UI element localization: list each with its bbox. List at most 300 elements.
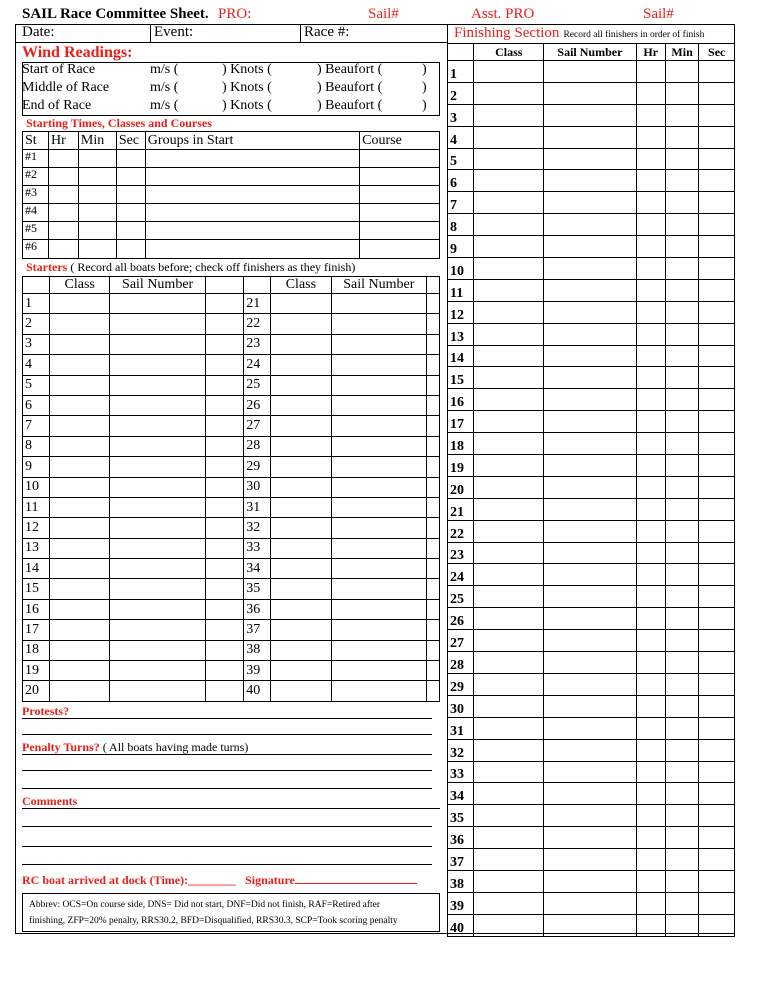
starter-sail-cell[interactable]: [110, 477, 205, 497]
starting-cell[interactable]: [116, 186, 145, 204]
starter-class-cell[interactable]: [49, 375, 110, 395]
finishing-cell[interactable]: [636, 323, 665, 345]
finishing-cell[interactable]: [544, 104, 636, 126]
finishing-cell[interactable]: [665, 323, 699, 345]
starter-spacer-cell[interactable]: [205, 599, 243, 619]
finishing-cell[interactable]: [474, 849, 544, 871]
finishing-cell[interactable]: [544, 301, 636, 323]
starter-class-cell[interactable]: [271, 579, 332, 599]
finishing-cell[interactable]: [636, 717, 665, 739]
finishing-cell[interactable]: [699, 717, 735, 739]
starter-sail-cell[interactable]: [331, 477, 426, 497]
finishing-cell[interactable]: [699, 279, 735, 301]
finishing-cell[interactable]: [544, 717, 636, 739]
starting-cell[interactable]: [360, 150, 440, 168]
starter-class-cell[interactable]: [271, 661, 332, 681]
starter-sail-cell[interactable]: [110, 661, 205, 681]
starter-class-cell[interactable]: [271, 681, 332, 701]
finishing-cell[interactable]: [665, 367, 699, 389]
finishing-cell[interactable]: [699, 849, 735, 871]
starter-spacer-cell[interactable]: [205, 436, 243, 456]
finishing-cell[interactable]: [699, 214, 735, 236]
finishing-cell[interactable]: [699, 586, 735, 608]
starting-cell[interactable]: [145, 204, 359, 222]
finishing-cell[interactable]: [699, 652, 735, 674]
starter-sail-cell[interactable]: [331, 375, 426, 395]
finishing-cell[interactable]: [699, 411, 735, 433]
finishing-cell[interactable]: [474, 630, 544, 652]
starter-class-cell[interactable]: [49, 599, 110, 619]
starter-sail-cell[interactable]: [331, 395, 426, 415]
finishing-cell[interactable]: [474, 61, 544, 83]
finishing-cell[interactable]: [636, 433, 665, 455]
starting-cell[interactable]: [78, 186, 116, 204]
finishing-cell[interactable]: [699, 498, 735, 520]
starter-class-cell[interactable]: [49, 294, 110, 314]
finishing-cell[interactable]: [636, 520, 665, 542]
finishing-cell[interactable]: [665, 258, 699, 280]
finishing-cell[interactable]: [699, 608, 735, 630]
starter-class-cell[interactable]: [271, 518, 332, 538]
starter-spacer-cell[interactable]: [205, 375, 243, 395]
starter-end-cell[interactable]: [427, 661, 440, 681]
starter-class-cell[interactable]: [49, 661, 110, 681]
finishing-cell[interactable]: [636, 104, 665, 126]
starter-end-cell[interactable]: [427, 416, 440, 436]
starter-end-cell[interactable]: [427, 518, 440, 538]
finishing-cell[interactable]: [544, 586, 636, 608]
finishing-cell[interactable]: [636, 761, 665, 783]
finishing-cell[interactable]: [636, 870, 665, 892]
starter-sail-cell[interactable]: [110, 314, 205, 334]
finishing-cell[interactable]: [474, 761, 544, 783]
finishing-cell[interactable]: [636, 170, 665, 192]
finishing-cell[interactable]: [636, 564, 665, 586]
finishing-cell[interactable]: [665, 827, 699, 849]
starter-spacer-cell[interactable]: [205, 620, 243, 640]
finishing-cell[interactable]: [665, 520, 699, 542]
finishing-cell[interactable]: [665, 564, 699, 586]
finishing-cell[interactable]: [699, 301, 735, 323]
finishing-cell[interactable]: [544, 345, 636, 367]
finishing-cell[interactable]: [699, 630, 735, 652]
finishing-cell[interactable]: [544, 455, 636, 477]
finishing-cell[interactable]: [665, 739, 699, 761]
finishing-cell[interactable]: [665, 717, 699, 739]
finishing-cell[interactable]: [699, 345, 735, 367]
finishing-cell[interactable]: [699, 892, 735, 914]
starter-sail-cell[interactable]: [331, 599, 426, 619]
finishing-cell[interactable]: [474, 345, 544, 367]
starter-spacer-cell[interactable]: [205, 681, 243, 701]
starting-cell[interactable]: [78, 222, 116, 240]
finishing-cell[interactable]: [636, 498, 665, 520]
finishing-cell[interactable]: [474, 258, 544, 280]
finishing-cell[interactable]: [544, 389, 636, 411]
finishing-cell[interactable]: [474, 586, 544, 608]
starting-cell[interactable]: [48, 186, 78, 204]
finishing-cell[interactable]: [544, 652, 636, 674]
finishing-cell[interactable]: [474, 411, 544, 433]
finishing-cell[interactable]: [636, 345, 665, 367]
finishing-cell[interactable]: [665, 192, 699, 214]
finishing-cell[interactable]: [474, 783, 544, 805]
finishing-cell[interactable]: [636, 258, 665, 280]
finishing-cell[interactable]: [636, 236, 665, 258]
finishing-cell[interactable]: [544, 236, 636, 258]
finishing-cell[interactable]: [474, 542, 544, 564]
finishing-cell[interactable]: [665, 236, 699, 258]
starting-cell[interactable]: [48, 204, 78, 222]
finishing-cell[interactable]: [636, 892, 665, 914]
starter-class-cell[interactable]: [49, 477, 110, 497]
finishing-cell[interactable]: [665, 476, 699, 498]
finishing-cell[interactable]: [665, 82, 699, 104]
starter-class-cell[interactable]: [49, 681, 110, 701]
starter-sail-cell[interactable]: [331, 640, 426, 660]
finishing-cell[interactable]: [636, 849, 665, 871]
finishing-cell[interactable]: [665, 586, 699, 608]
finishing-cell[interactable]: [665, 345, 699, 367]
starter-spacer-cell[interactable]: [205, 334, 243, 354]
starter-class-cell[interactable]: [271, 395, 332, 415]
finishing-cell[interactable]: [474, 892, 544, 914]
starting-cell[interactable]: [116, 168, 145, 186]
finishing-cell[interactable]: [544, 739, 636, 761]
finishing-cell[interactable]: [544, 148, 636, 170]
starter-class-cell[interactable]: [49, 640, 110, 660]
starter-spacer-cell[interactable]: [205, 640, 243, 660]
starting-cell[interactable]: [360, 240, 440, 258]
starter-class-cell[interactable]: [271, 436, 332, 456]
starter-class-cell[interactable]: [271, 294, 332, 314]
finishing-cell[interactable]: [699, 783, 735, 805]
finishing-cell[interactable]: [665, 892, 699, 914]
finishing-cell[interactable]: [665, 148, 699, 170]
starter-spacer-cell[interactable]: [205, 457, 243, 477]
starter-sail-cell[interactable]: [110, 375, 205, 395]
starting-cell[interactable]: [145, 168, 359, 186]
finishing-cell[interactable]: [544, 805, 636, 827]
starting-cell[interactable]: [145, 150, 359, 168]
finishing-cell[interactable]: [474, 389, 544, 411]
finishing-cell[interactable]: [636, 148, 665, 170]
starter-spacer-cell[interactable]: [205, 395, 243, 415]
finishing-cell[interactable]: [699, 104, 735, 126]
starter-class-cell[interactable]: [271, 416, 332, 436]
starter-class-cell[interactable]: [49, 395, 110, 415]
finishing-cell[interactable]: [699, 389, 735, 411]
starter-sail-cell[interactable]: [110, 640, 205, 660]
starter-end-cell[interactable]: [427, 355, 440, 375]
starter-class-cell[interactable]: [49, 436, 110, 456]
finishing-cell[interactable]: [636, 389, 665, 411]
finishing-cell[interactable]: [474, 192, 544, 214]
starter-end-cell[interactable]: [427, 395, 440, 415]
finishing-cell[interactable]: [636, 214, 665, 236]
starting-cell[interactable]: [116, 204, 145, 222]
starter-spacer-cell[interactable]: [205, 314, 243, 334]
finishing-cell[interactable]: [636, 476, 665, 498]
finishing-cell[interactable]: [474, 564, 544, 586]
finishing-cell[interactable]: [665, 301, 699, 323]
finishing-cell[interactable]: [544, 258, 636, 280]
starting-cell[interactable]: [360, 186, 440, 204]
finishing-cell[interactable]: [474, 805, 544, 827]
starter-end-cell[interactable]: [427, 294, 440, 314]
finishing-cell[interactable]: [636, 82, 665, 104]
starter-end-cell[interactable]: [427, 579, 440, 599]
finishing-cell[interactable]: [699, 695, 735, 717]
finishing-cell[interactable]: [665, 630, 699, 652]
starter-sail-cell[interactable]: [110, 620, 205, 640]
starter-end-cell[interactable]: [427, 334, 440, 354]
starting-cell[interactable]: [145, 186, 359, 204]
finishing-cell[interactable]: [474, 148, 544, 170]
finishing-cell[interactable]: [474, 870, 544, 892]
starting-cell[interactable]: [78, 168, 116, 186]
starter-spacer-cell[interactable]: [205, 661, 243, 681]
starter-class-cell[interactable]: [49, 497, 110, 517]
finishing-cell[interactable]: [544, 433, 636, 455]
starter-sail-cell[interactable]: [331, 294, 426, 314]
starter-sail-cell[interactable]: [331, 436, 426, 456]
finishing-cell[interactable]: [665, 126, 699, 148]
finishing-cell[interactable]: [699, 82, 735, 104]
finishing-cell[interactable]: [544, 82, 636, 104]
starter-sail-cell[interactable]: [110, 518, 205, 538]
starting-cell[interactable]: [78, 150, 116, 168]
starter-class-cell[interactable]: [49, 314, 110, 334]
finishing-cell[interactable]: [544, 761, 636, 783]
finishing-cell[interactable]: [665, 914, 699, 936]
finishing-cell[interactable]: [665, 104, 699, 126]
finishing-cell[interactable]: [665, 695, 699, 717]
starter-sail-cell[interactable]: [110, 416, 205, 436]
starter-end-cell[interactable]: [427, 538, 440, 558]
starter-class-cell[interactable]: [49, 416, 110, 436]
starter-class-cell[interactable]: [49, 559, 110, 579]
finishing-cell[interactable]: [636, 652, 665, 674]
finishing-cell[interactable]: [544, 892, 636, 914]
starter-class-cell[interactable]: [271, 314, 332, 334]
finishing-cell[interactable]: [544, 608, 636, 630]
finishing-cell[interactable]: [474, 652, 544, 674]
finishing-cell[interactable]: [699, 520, 735, 542]
finishing-cell[interactable]: [544, 476, 636, 498]
finishing-cell[interactable]: [665, 652, 699, 674]
finishing-cell[interactable]: [474, 520, 544, 542]
starter-class-cell[interactable]: [271, 640, 332, 660]
finishing-cell[interactable]: [699, 542, 735, 564]
starter-sail-cell[interactable]: [110, 334, 205, 354]
starter-end-cell[interactable]: [427, 436, 440, 456]
finishing-cell[interactable]: [544, 279, 636, 301]
finishing-cell[interactable]: [474, 323, 544, 345]
starter-sail-cell[interactable]: [331, 559, 426, 579]
finishing-cell[interactable]: [665, 389, 699, 411]
finishing-cell[interactable]: [665, 61, 699, 83]
finishing-cell[interactable]: [636, 61, 665, 83]
finishing-cell[interactable]: [544, 695, 636, 717]
finishing-cell[interactable]: [636, 739, 665, 761]
finishing-cell[interactable]: [636, 608, 665, 630]
starter-class-cell[interactable]: [49, 620, 110, 640]
finishing-cell[interactable]: [699, 192, 735, 214]
finishing-cell[interactable]: [636, 192, 665, 214]
starter-class-cell[interactable]: [271, 559, 332, 579]
finishing-cell[interactable]: [544, 411, 636, 433]
starter-end-cell[interactable]: [427, 457, 440, 477]
starting-cell[interactable]: [48, 222, 78, 240]
starter-sail-cell[interactable]: [331, 355, 426, 375]
starter-spacer-cell[interactable]: [205, 416, 243, 436]
finishing-cell[interactable]: [544, 870, 636, 892]
finishing-cell[interactable]: [544, 192, 636, 214]
starter-sail-cell[interactable]: [110, 579, 205, 599]
starter-sail-cell[interactable]: [331, 620, 426, 640]
finishing-cell[interactable]: [474, 717, 544, 739]
starter-sail-cell[interactable]: [331, 538, 426, 558]
starting-cell[interactable]: [116, 150, 145, 168]
starting-cell[interactable]: [360, 222, 440, 240]
finishing-cell[interactable]: [665, 608, 699, 630]
finishing-cell[interactable]: [474, 827, 544, 849]
starting-cell[interactable]: [48, 240, 78, 258]
finishing-cell[interactable]: [636, 673, 665, 695]
finishing-cell[interactable]: [636, 301, 665, 323]
finishing-cell[interactable]: [474, 126, 544, 148]
finishing-cell[interactable]: [665, 279, 699, 301]
starter-spacer-cell[interactable]: [205, 497, 243, 517]
finishing-cell[interactable]: [665, 849, 699, 871]
starter-sail-cell[interactable]: [110, 436, 205, 456]
finishing-cell[interactable]: [544, 214, 636, 236]
finishing-cell[interactable]: [544, 827, 636, 849]
finishing-cell[interactable]: [474, 455, 544, 477]
starter-end-cell[interactable]: [427, 559, 440, 579]
finishing-cell[interactable]: [665, 870, 699, 892]
finishing-cell[interactable]: [699, 170, 735, 192]
starter-spacer-cell[interactable]: [205, 538, 243, 558]
finishing-cell[interactable]: [699, 148, 735, 170]
finishing-cell[interactable]: [665, 433, 699, 455]
starter-sail-cell[interactable]: [110, 457, 205, 477]
starter-sail-cell[interactable]: [331, 681, 426, 701]
starter-sail-cell[interactable]: [331, 314, 426, 334]
finishing-cell[interactable]: [699, 126, 735, 148]
starter-sail-cell[interactable]: [331, 334, 426, 354]
finishing-cell[interactable]: [665, 673, 699, 695]
starter-end-cell[interactable]: [427, 620, 440, 640]
finishing-cell[interactable]: [474, 104, 544, 126]
starter-class-cell[interactable]: [271, 477, 332, 497]
starter-class-cell[interactable]: [271, 599, 332, 619]
finishing-cell[interactable]: [474, 476, 544, 498]
finishing-cell[interactable]: [699, 870, 735, 892]
finishing-cell[interactable]: [699, 455, 735, 477]
finishing-cell[interactable]: [544, 61, 636, 83]
finishing-cell[interactable]: [474, 673, 544, 695]
starter-sail-cell[interactable]: [331, 416, 426, 436]
starter-class-cell[interactable]: [49, 538, 110, 558]
finishing-cell[interactable]: [544, 170, 636, 192]
finishing-cell[interactable]: [699, 761, 735, 783]
finishing-cell[interactable]: [544, 914, 636, 936]
starter-end-cell[interactable]: [427, 640, 440, 660]
starter-end-cell[interactable]: [427, 681, 440, 701]
finishing-cell[interactable]: [636, 586, 665, 608]
starter-spacer-cell[interactable]: [205, 559, 243, 579]
starter-spacer-cell[interactable]: [205, 477, 243, 497]
finishing-cell[interactable]: [544, 849, 636, 871]
starter-class-cell[interactable]: [271, 375, 332, 395]
finishing-cell[interactable]: [544, 126, 636, 148]
finishing-cell[interactable]: [636, 126, 665, 148]
finishing-cell[interactable]: [474, 914, 544, 936]
starter-spacer-cell[interactable]: [205, 355, 243, 375]
starter-sail-cell[interactable]: [331, 457, 426, 477]
finishing-cell[interactable]: [636, 455, 665, 477]
finishing-cell[interactable]: [699, 914, 735, 936]
finishing-cell[interactable]: [699, 258, 735, 280]
finishing-cell[interactable]: [474, 739, 544, 761]
finishing-cell[interactable]: [636, 411, 665, 433]
finishing-cell[interactable]: [665, 170, 699, 192]
finishing-cell[interactable]: [544, 630, 636, 652]
starter-class-cell[interactable]: [271, 355, 332, 375]
starter-end-cell[interactable]: [427, 314, 440, 334]
starter-sail-cell[interactable]: [110, 355, 205, 375]
finishing-cell[interactable]: [636, 695, 665, 717]
finishing-cell[interactable]: [474, 695, 544, 717]
finishing-cell[interactable]: [665, 411, 699, 433]
starter-end-cell[interactable]: [427, 497, 440, 517]
finishing-cell[interactable]: [474, 82, 544, 104]
starter-class-cell[interactable]: [49, 457, 110, 477]
starter-class-cell[interactable]: [271, 538, 332, 558]
finishing-cell[interactable]: [699, 236, 735, 258]
finishing-cell[interactable]: [636, 914, 665, 936]
finishing-cell[interactable]: [474, 279, 544, 301]
starting-cell[interactable]: [78, 240, 116, 258]
finishing-cell[interactable]: [474, 170, 544, 192]
finishing-cell[interactable]: [474, 608, 544, 630]
finishing-cell[interactable]: [699, 827, 735, 849]
starter-end-cell[interactable]: [427, 375, 440, 395]
finishing-cell[interactable]: [699, 367, 735, 389]
starter-sail-cell[interactable]: [331, 579, 426, 599]
starting-cell[interactable]: [145, 222, 359, 240]
finishing-cell[interactable]: [699, 564, 735, 586]
finishing-cell[interactable]: [699, 739, 735, 761]
finishing-cell[interactable]: [665, 455, 699, 477]
starter-class-cell[interactable]: [271, 497, 332, 517]
finishing-cell[interactable]: [665, 805, 699, 827]
starter-spacer-cell[interactable]: [205, 579, 243, 599]
starting-cell[interactable]: [145, 240, 359, 258]
finishing-cell[interactable]: [699, 805, 735, 827]
starter-class-cell[interactable]: [271, 457, 332, 477]
finishing-cell[interactable]: [544, 673, 636, 695]
starter-class-cell[interactable]: [49, 334, 110, 354]
starting-cell[interactable]: [48, 168, 78, 186]
starter-class-cell[interactable]: [271, 620, 332, 640]
finishing-cell[interactable]: [636, 542, 665, 564]
finishing-cell[interactable]: [544, 498, 636, 520]
finishing-cell[interactable]: [665, 542, 699, 564]
finishing-cell[interactable]: [699, 673, 735, 695]
